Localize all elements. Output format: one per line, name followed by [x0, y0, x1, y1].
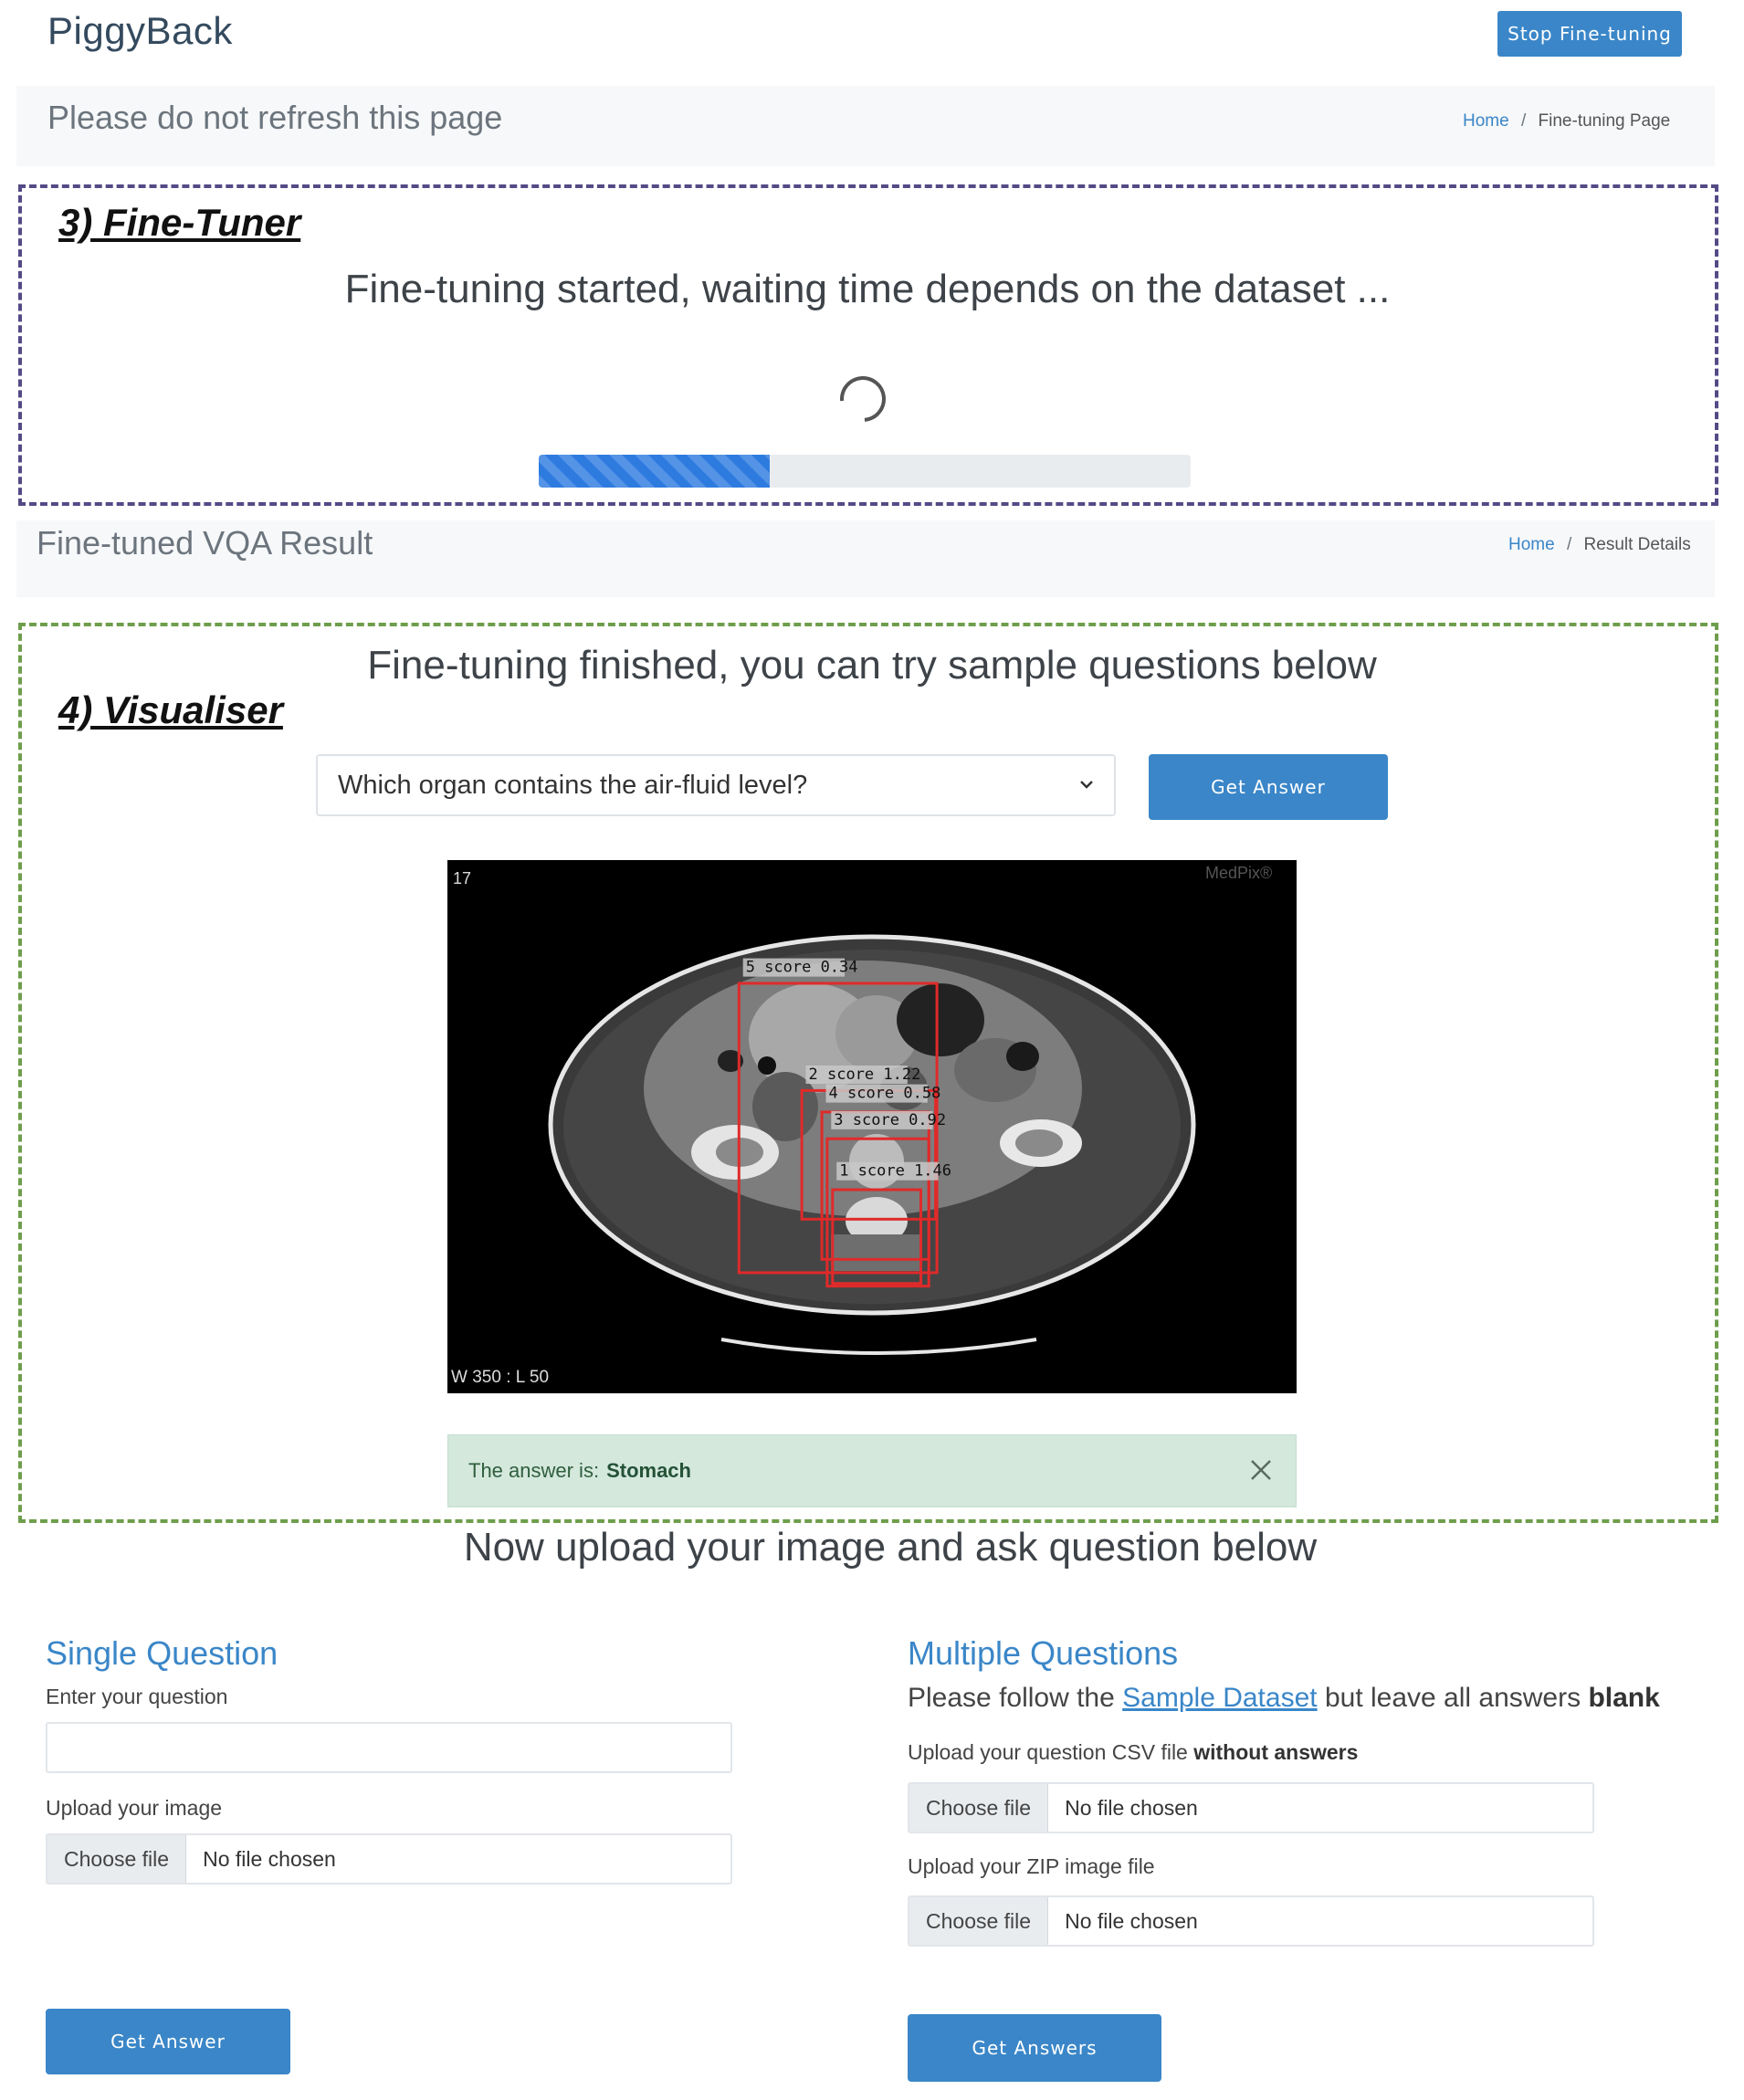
image-upload-label: Upload your image [46, 1796, 223, 1820]
answer-alert [447, 1434, 1297, 1507]
csv-label-bold: without answers [1193, 1740, 1359, 1764]
breadcrumb [1463, 111, 1670, 131]
fine-tuner-section-label: 3) Fine-Tuner [58, 201, 301, 244]
detection-label: 4 score 0.58 [828, 1084, 941, 1103]
detection-label: 2 score 1.22 [808, 1066, 921, 1084]
question-label: Enter your question [46, 1685, 228, 1708]
fine-tuning-finished-message: Fine-tuning finished, you can try sample questions below [367, 643, 1377, 688]
progress-bar [539, 455, 1191, 488]
zip-upload-label: Upload your ZIP image file [908, 1854, 1155, 1878]
file-status: No file chosen [203, 1847, 336, 1871]
single-question-title: Single Question [46, 1634, 278, 1672]
get-answer-button[interactable]: Get Answer [1149, 754, 1388, 820]
result-breadcrumb-separator: / [1566, 535, 1572, 554]
ct-scan-image [447, 860, 1297, 1393]
ct-window-level: W 350 : L 50 [451, 1368, 550, 1387]
csv-label-text: Upload your question CSV file [908, 1740, 1188, 1764]
breadcrumb-current: Fine-tuning Page [1538, 111, 1671, 131]
detection-label: 1 score 1.46 [839, 1161, 952, 1181]
result-title: Fine-tuned VQA Result [37, 524, 373, 562]
instr-text-mid: but leave all answers [1324, 1683, 1581, 1713]
visualiser-section-label: 4) Visualiser [58, 688, 283, 731]
question-input[interactable] [46, 1722, 732, 1773]
upload-section-title: Now upload your image and ask question below [463, 1525, 1318, 1570]
sample-question-select[interactable] [316, 754, 1116, 816]
zip-file-input[interactable] [908, 1895, 1594, 1947]
csv-choose-file-button[interactable]: Choose file [909, 1784, 1048, 1832]
detection-label: 3 score 0.92 [834, 1110, 947, 1129]
brand-logo[interactable]: PiggyBack [47, 9, 233, 52]
ct-watermark: MedPix® [1205, 864, 1273, 882]
result-breadcrumb [1508, 535, 1691, 555]
result-breadcrumb-home[interactable]: Home [1508, 535, 1555, 554]
progress-bar-fill [539, 455, 770, 488]
instr-text: Please follow the [908, 1683, 1115, 1713]
zip-file-status: No file chosen [1065, 1909, 1198, 1933]
instr-text-bold: blank [1588, 1683, 1660, 1713]
sample-dataset-link[interactable]: Sample Dataset [1122, 1683, 1318, 1713]
csv-file-status: No file chosen [1065, 1796, 1198, 1820]
result-breadcrumb-current: Result Details [1583, 535, 1691, 554]
answer-value: Stomach [606, 1459, 691, 1482]
choose-file-button[interactable]: Choose file [47, 1835, 186, 1883]
multiple-instructions [908, 1683, 1660, 1714]
page-title: Please do not refresh this page [47, 99, 503, 136]
breadcrumb-separator: / [1520, 111, 1527, 131]
detection-label: 5 score 0.34 [745, 958, 858, 977]
answer-prefix: The answer is: [468, 1459, 600, 1482]
single-get-answer-button[interactable]: Get Answer [46, 2009, 290, 2074]
image-file-input[interactable] [46, 1833, 732, 1885]
stop-fine-tuning-button[interactable]: Stop Fine-tuning [1497, 11, 1682, 57]
zip-choose-file-button[interactable]: Choose file [909, 1897, 1048, 1945]
get-answers-button[interactable]: Get Answers [908, 2014, 1161, 2082]
chevron-down-icon [1076, 756, 1098, 814]
breadcrumb-home[interactable]: Home [1463, 111, 1509, 131]
csv-upload-label [908, 1740, 1358, 1765]
fine-tuning-status-message: Fine-tuning started, waiting time depends on the dataset ... [344, 267, 1391, 311]
close-icon[interactable] [1246, 1455, 1276, 1485]
csv-file-input[interactable] [908, 1782, 1594, 1833]
sample-question-selected: Which organ contains the air-fluid level? [338, 771, 808, 800]
ct-slice-number: 17 [453, 869, 472, 887]
ct-scan-svg [447, 860, 1297, 1393]
multiple-questions-title: Multiple Questions [908, 1634, 1179, 1672]
